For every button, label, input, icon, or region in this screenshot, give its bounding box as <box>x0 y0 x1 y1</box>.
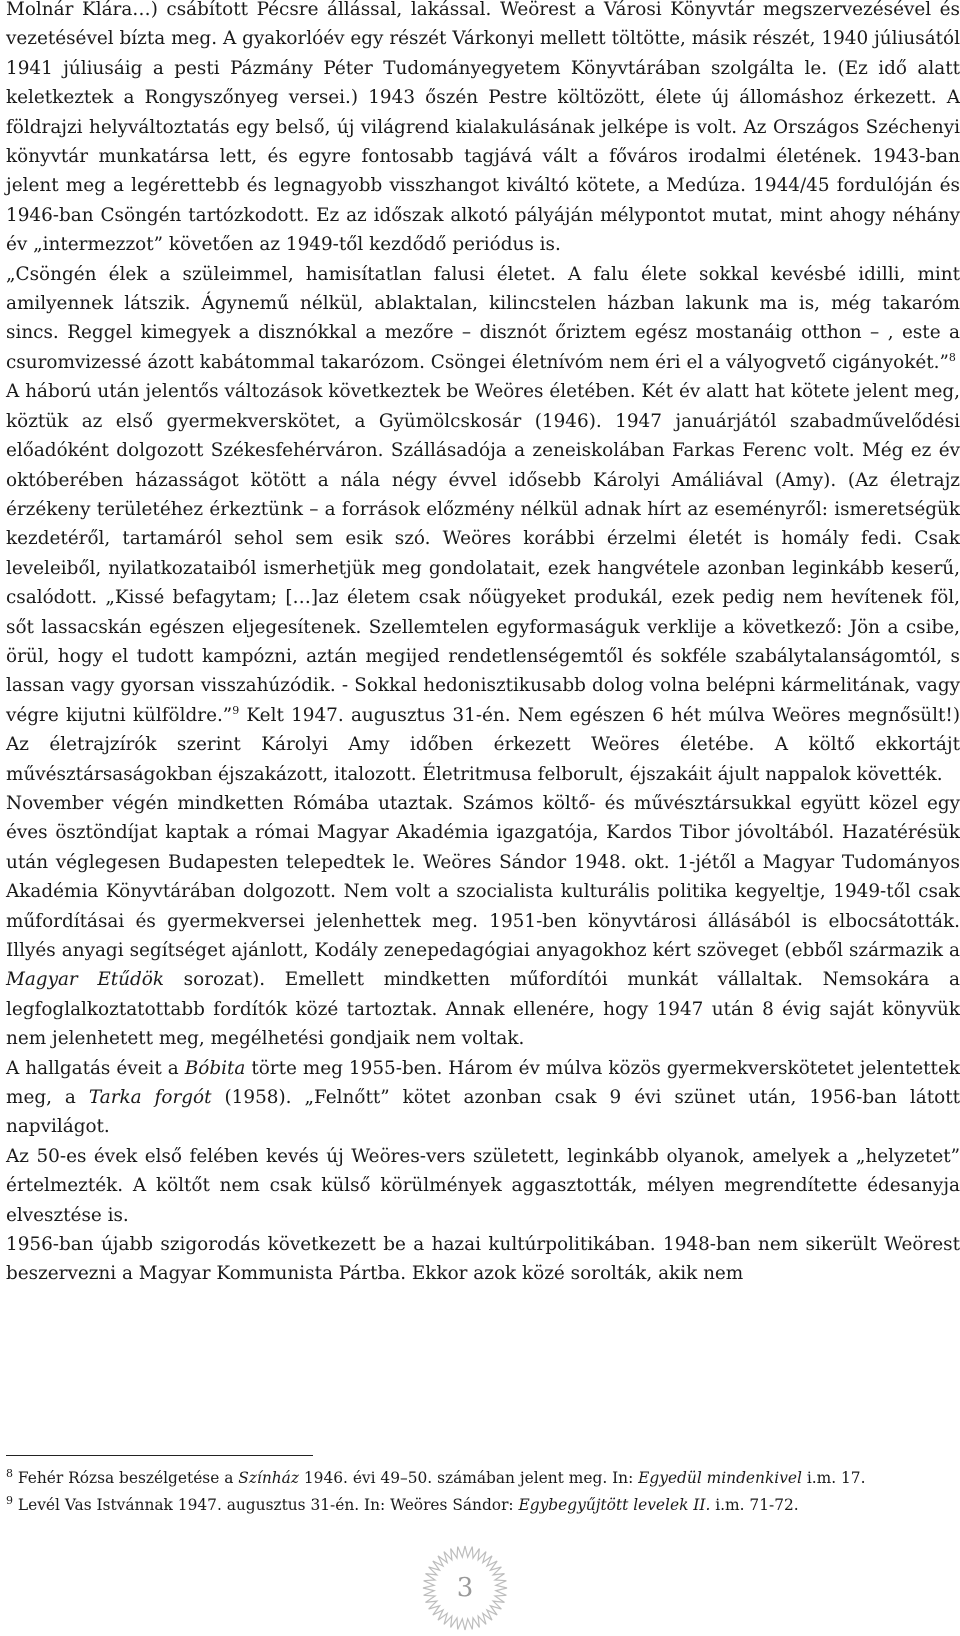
footnotes <box>6 1465 960 1519</box>
title-tarka-forgo: Tarka forgót <box>88 1087 212 1109</box>
page-number: 3 <box>456 1573 474 1603</box>
paragraph-1: Molnár Klára…) csábított Pécsre állással, lakással. Weörest a Városi Könyvtár megszervezésével és vezetésével bízta meg. A gyakorlóév egy részét Várkonyi mellett töltötte, másik részét, 1940 júliusától 1941 júliusáig a pesti Pázmány Péter Tudományegyetem Könyvtárában szolgálta le. (Ez idő alatt keletkeztek a Rongyszőnyeg versei.) 1943 őszén Pestre költözött, élete új állomáshoz érkezett. A földrajzi helyváltoztatás egy belső, új világrend kialakulásának jelképe is volt. Az Országos Széchenyi könyvtár munkatársa lett, és egyre fontosabb tagjává vált a főváros irodalmi életének. 1943-ban jelent meg a legérettebb és legnagyobb visszhangot kiváltó kötete, a Medúza. 1944/45 fordulóján és 1946-ban Csöngén tartózkodott. Ez az időszak alkotó pályáján mélypontot mutat, mint ahogy néhány év „intermezzot” követően az 1949-től kezdődő periódus is. <box>6 0 960 256</box>
paragraph-5: A hallgatás éveit a Bóbita törte meg 1955-ben. Három év múlva közös gyermekverskötetet jelentettek meg, a Tarka forgót (1958). „Felnőtt” kötet azonban csak 9 évi szünet után, 1956-ban látott napvilágot. <box>6 1057 960 1138</box>
body-text <box>6 0 960 1289</box>
footnote-9: $^9$ Levél Vas Istvánnak 1947. augusztus 31-én. In: Weöres Sándor: Egybegyűjtött levelek II. i.m. 71-72. <box>6 1493 799 1514</box>
footnote-ref-9[interactable]: 9 <box>232 703 240 717</box>
paragraph-6: Az 50-es évek első felében kevés új Weöres-vers született, leginkább olyanok, amelyek a „helyzetet” értelmezték. A költőt nem csak külső körülmények aggasztották, mélyen megrendítette édesanyja elvesztése is. <box>6 1145 960 1226</box>
paragraph-7: 1956-ban újabb szigorodás következett be a hazai kultúrpolitikában. 1948-ban nem sikerült Weörest beszervezni a Magyar Kommunista Pártba. Ekkor azok közé sorolták, akik nem <box>6 1234 960 1285</box>
title-magyar-etudok: Magyar Etűdök <box>6 969 165 991</box>
paragraph-4: November végén mindketten Rómába utaztak. Számos költő- és művésztársukkal együtt közel egy éves ösztöndíjat kaptak a római Magyar Akadémia igazgatója, Kardos Tibor jóvoltából. Hazatérésük után véglegesen Budapesten telepedtek le. Weöres Sándor 1948. okt. 1-jétől a Magyar Tudományos Akadémia Könyvtárában dolgozott. Nem volt a szocialista kulturális politika kegyeltje, 1949-től csak műfordításai és gyermekversei jelenhettek meg. 1951-ben könyvtárosi állásából is elbocsátották. Illyés anyagi segítséget ajánlott, Kodály zenepedagógiai anyagokhoz kért szöveget (ebből származik a Magyar Etűdök sorozat). Emellett mindketten műfordítói munkát vállaltak. Nemsokára a legfoglalkoztatottabb fordítók közé tartoztak. Annak ellenére, hogy 1947 után 8 évig saját könyvük nem jelenhetett meg, megélhetési gondjaik nem voltak. <box>6 792 960 1050</box>
page-number-badge <box>420 1543 510 1633</box>
title-bobita: Bóbita <box>184 1057 246 1079</box>
footnote-8: $^8$ Fehér Rózsa beszélgetése a Színház 1946. évi 49–50. számában jelent meg. In: Egyedül mindenkivel i.m. 17. <box>6 1466 866 1487</box>
paragraph-2-quote: „Csöngén élek a szüleimmel, hamisítatlan falusi életet. A falu élete sokkal kevésbé idilli, mint amilyennek látszik. Ágynemű nélkül, ablaktalan, kilincstelen házban lakunk ma is, még takaróm sincs. Reggel kimegyek a disznókkal a mezőre – disznót őriztem egész mostanáig otthon – , este a csuromvizessé ázott kabátommal takarózom. Csöngei életnívóm nem éri el a vályogvető cigányokét.”$^8$ <box>6 263 960 373</box>
paragraph-3: A háború után jelentős változások következtek be Weöres életében. Két év alatt hat kötete jelent meg, köztük az első gyermekverskötet, a Gyümölcskosár (1946). 1947 januárjától szabadművelődési előadóként dolgozott Székesfehérváron. Szállásadója a zeneiskolában Farkas Ferenc volt. Még ez év októberében házasságot kötött a nála négy évvel idősebb Károlyi Amáliával (Amy). (Az életrajz érzékeny területéhez érkeztünk – a források előzmény nélkül adnak hírt az eseményről: ismeretségük kezdetéről, tartamáról sehol sem esik szó. Weöres korábbi érzelmi életét is homály fedi. Csak leveleiből, nyilatkozataiból ismerhetjük meg gondolatait, ezek hangvétele azonban leginkább keserű, csalódott. „Kissé befagytam; […]az életem csak nőügyeket produkál, ezek pedig nem hevítenek föl, sőt lassacskán egészen eljegesítenek. Szellemtelen egyformaságuk verklije a következő: Jön a csibe, örül, hogy el tudott kampózni, aztán megijed rendetlenségemtől és sokféle szabálytalanságomtól, s lassan vagy gyorsan visszahúzódik. - Sokkal hedonisztikusabb dolog volna belépni kármelitának, vagy végre kijutni külföldre.”$^9$ Kelt 1947. augusztus 31-én. Nem egészen 6 hét múlva Weöres megnősült!) Az életrajzírók szerint Károlyi Amy időben érkezett Weöres életébe. A költő ekkortájt művésztársaságokban éjszakázott, italozott. Életritmusa felborult, éjszakáit ájult nappalok követték. <box>6 381 960 785</box>
footnote-separator <box>6 1455 313 1456</box>
footnote-ref-8[interactable]: 8 <box>948 350 956 364</box>
